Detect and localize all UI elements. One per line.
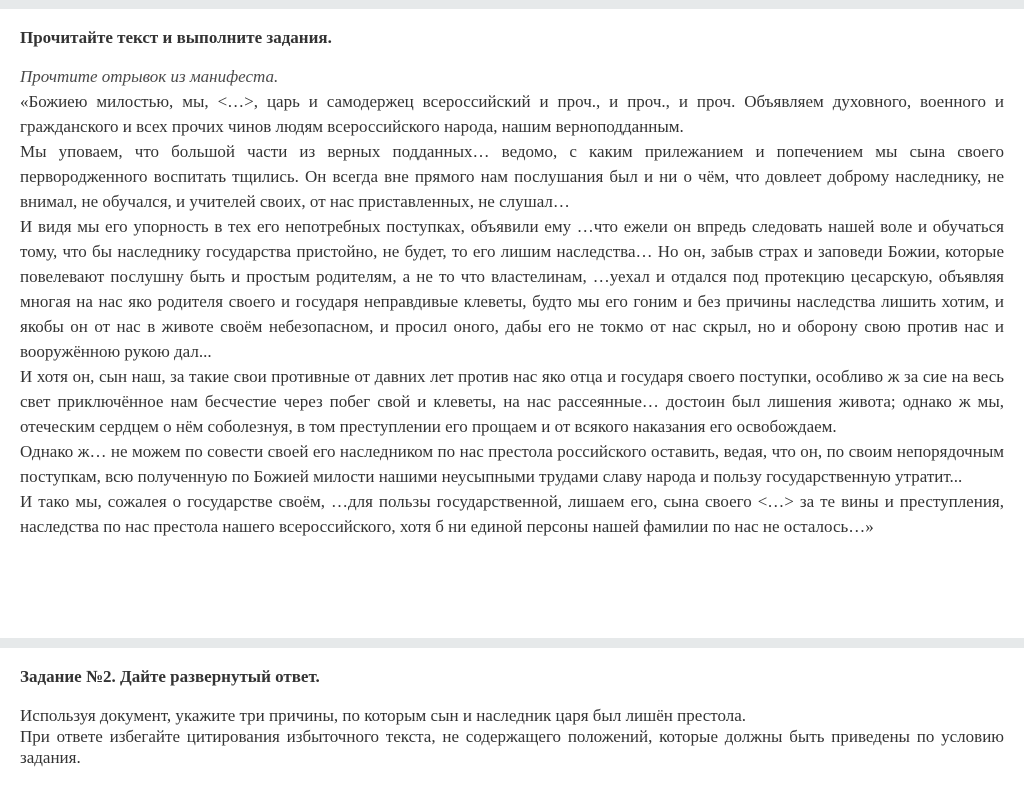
manifesto-paragraph: И хотя он, сын наш, за такие свои противные от давних лет против нас яко отца и государя своего поступки, особливо ж за сие на весь свет приключённое нам бесчестие через побег свой и клеветы, на нас рассеянные… достоин был лишения живота; однако ж мы, отеческим сердцем о нём соболезнуя, в том преступлении его прощаем и от всякого наказания его освобождаем. <box>20 367 1004 436</box>
task-section <box>0 648 1024 768</box>
intro-text: Прочтите отрывок из манифеста. <box>20 67 279 86</box>
manifesto-paragraph: Однако ж… не можем по совести своей его наследником по нас престола российского оставить, ведая, что он, по своим непорядочным поступкам, всю полученную по Божией милости нашими неусыпными трудами славу народа и пользу государственную утратит... <box>20 442 1004 486</box>
manifesto-paragraph: И видя мы его упорность в тех его непотребных поступках, объявили ему …что ежели он впредь следовать нашей воле и обучаться тому, что бы наследнику государства пристойно, не будет, то его лишим наследства… Но он, забыв страх и заповеди Божии, которые повелевают послушну быть и простым родителям, а не то что властелинам, …уехал и отдался под протекцию цесарскую, объявляя многая на нас яко родителя своего и государя неправдивые клеветы, будто мы его гоним и без причины наследства лишить хотим, и якобы он от нас в животе своём небезопасном, и просил оного, дабы его не токмо от нас скрыл, но и оборону свою против нас и вооружённою рукою дал... <box>20 217 1004 361</box>
manifesto-paragraph: Мы уповаем, что большой части из верных подданных… ведомо, с каким прилежанием и попечением мы сына своего первородженного воспитать тщились. Он всегда вне прямого нам послушания был и ни о чём, что довлеет доброму наследнику, не внимал, не обучался, и учителей своих, от нас приставленных, не слушал… <box>20 142 1004 211</box>
task-instructions <box>20 705 1004 768</box>
text-section <box>0 9 1024 610</box>
section-divider <box>0 638 1024 648</box>
manifesto-text <box>20 89 1004 539</box>
top-divider-bar <box>0 0 1024 9</box>
manifesto-paragraph: И тако мы, сожалея о государстве своём, …для пользы государственной, лишаем его, сына своего <…> за те вины и преступления, наследства по нас престола нашего всероссийского, хотя б ни единой персоны нашей фамилии по нас не осталось…» <box>20 492 1004 536</box>
section-heading: Прочитайте текст и выполните задания. <box>20 28 332 47</box>
task-heading: Задание №2. Дайте развернутый ответ. <box>20 667 320 686</box>
task-instruction-line: При ответе избегайте цитирования избыточного текста, не содержащего положений, которые должны быть приведены по условию задания. <box>20 727 1004 767</box>
manifesto-paragraph: «Божиею милостью, мы, <…>, царь и самодержец всероссийский и проч., и проч., и проч. Объявляем духовного, военного и гражданского и всех прочих чинов людям всероссийского народа, нашим верноподданным. <box>20 92 1004 136</box>
task-instruction-line: Используя документ, укажите три причины, по которым сын и наследник царя был лишён престола. <box>20 706 747 725</box>
